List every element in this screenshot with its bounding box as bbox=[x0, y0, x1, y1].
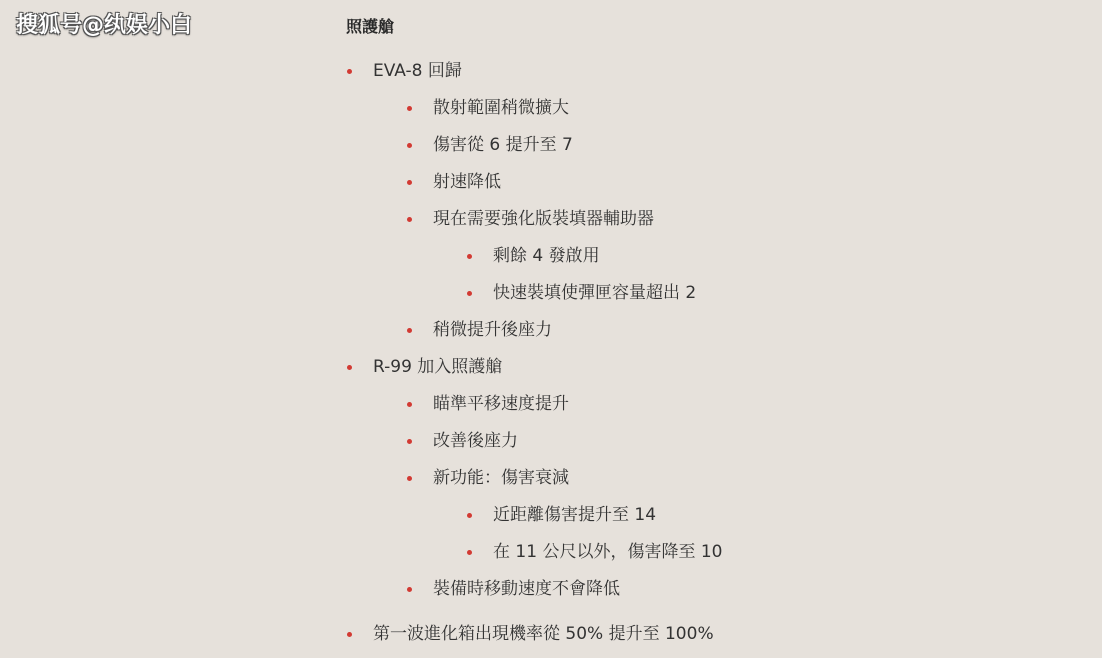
list-item-level-1: R-99 加入照護艙 bbox=[373, 357, 503, 377]
list-item-level-2: 稍微提升後座力 bbox=[433, 320, 552, 340]
list-item-level-2: 新功能：傷害衰減 bbox=[433, 468, 569, 488]
bullet-icon bbox=[407, 439, 412, 444]
bullet-icon bbox=[347, 632, 352, 637]
bullet-icon bbox=[407, 143, 412, 148]
list-item-level-3: 近距離傷害提升至 14 bbox=[493, 505, 657, 525]
list-item-level-2: 傷害從 6 提升至 7 bbox=[433, 135, 573, 155]
bullet-icon bbox=[467, 254, 472, 259]
bullet-icon bbox=[347, 69, 352, 74]
list-item-level-3: 剩餘 4 發啟用 bbox=[493, 246, 600, 266]
list-item-level-2: 瞄準平移速度提升 bbox=[433, 394, 569, 414]
list-item-level-1: EVA-8 回歸 bbox=[373, 61, 462, 81]
bullet-icon bbox=[347, 365, 352, 370]
list-item-level-3: 在 11 公尺以外，傷害降至 10 bbox=[493, 542, 723, 562]
bullet-icon bbox=[467, 513, 472, 518]
bullet-icon bbox=[407, 476, 412, 481]
bullet-icon bbox=[407, 180, 412, 185]
list-item-level-2: 改善後座力 bbox=[433, 431, 518, 451]
bullet-icon bbox=[407, 217, 412, 222]
list-item-level-2: 散射範圍稍微擴大 bbox=[433, 98, 569, 118]
list-item-level-2: 現在需要強化版裝填器輔助器 bbox=[433, 209, 654, 229]
list-item-level-2: 射速降低 bbox=[433, 172, 501, 192]
bullet-icon bbox=[407, 328, 412, 333]
list-item-level-2: 裝備時移動速度不會降低 bbox=[433, 579, 620, 599]
bullet-icon bbox=[467, 291, 472, 296]
watermark-text: 搜狐号@纨娱小白 bbox=[16, 13, 193, 38]
bullet-icon bbox=[407, 106, 412, 111]
bullet-icon bbox=[407, 402, 412, 407]
section-title: 照護艙 bbox=[346, 17, 395, 36]
list-item-level-3: 快速裝填使彈匣容量超出 2 bbox=[493, 283, 697, 303]
bullet-icon bbox=[407, 587, 412, 592]
bullet-icon bbox=[467, 550, 472, 555]
list-item-level-1: 第一波進化箱出現機率從 50% 提升至 100% bbox=[373, 624, 714, 644]
